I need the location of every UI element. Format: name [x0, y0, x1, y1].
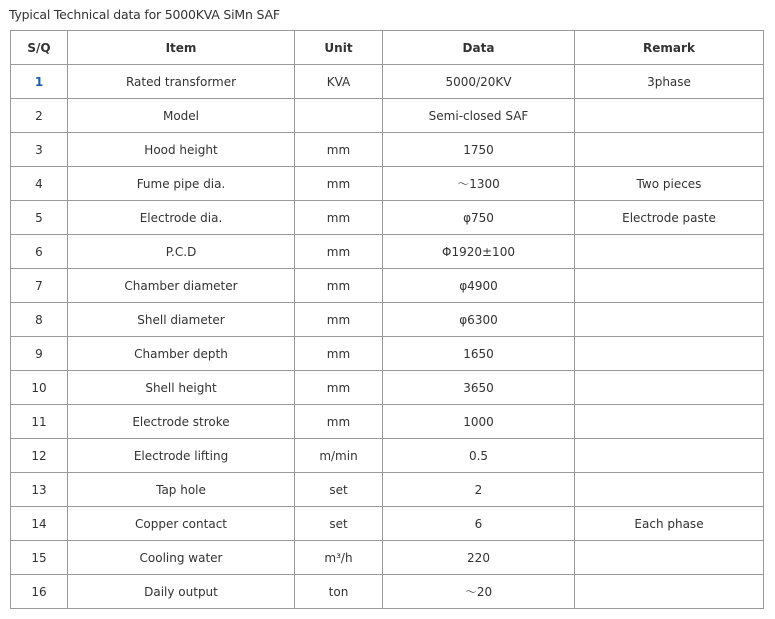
cell-remark: Each phase [575, 507, 764, 541]
cell-item: Tap hole [68, 473, 295, 507]
cell-unit: mm [295, 201, 383, 235]
cell-sq: 13 [11, 473, 68, 507]
cell-remark [575, 337, 764, 371]
cell-unit: mm [295, 337, 383, 371]
cell-data: 1750 [383, 133, 575, 167]
table-row [11, 201, 764, 235]
cell-data: Φ1920±100 [383, 235, 575, 269]
cell-remark [575, 405, 764, 439]
cell-item: Electrode stroke [68, 405, 295, 439]
cell-sq: 12 [11, 439, 68, 473]
cell-remark [575, 99, 764, 133]
cell-unit: set [295, 507, 383, 541]
cell-unit: mm [295, 235, 383, 269]
header-sq: S/Q [11, 31, 68, 65]
cell-sq: 9 [11, 337, 68, 371]
cell-item: Chamber depth [68, 337, 295, 371]
table-row [11, 371, 764, 405]
cell-remark [575, 269, 764, 303]
cell-sq: 11 [11, 405, 68, 439]
cell-unit: m³/h [295, 541, 383, 575]
table-header-row [11, 31, 764, 65]
cell-remark [575, 575, 764, 609]
cell-sq: 7 [11, 269, 68, 303]
cell-unit: mm [295, 303, 383, 337]
cell-data: 1650 [383, 337, 575, 371]
cell-remark: Two pieces [575, 167, 764, 201]
table-row [11, 235, 764, 269]
cell-sq: 16 [11, 575, 68, 609]
cell-item: Cooling water [68, 541, 295, 575]
cell-sq: 1 [11, 65, 68, 99]
cell-sq: 5 [11, 201, 68, 235]
cell-unit: mm [295, 167, 383, 201]
cell-data: Semi-closed SAF [383, 99, 575, 133]
cell-sq: 15 [11, 541, 68, 575]
table-row [11, 303, 764, 337]
cell-unit: mm [295, 269, 383, 303]
header-data: Data [383, 31, 575, 65]
table-row [11, 439, 764, 473]
table-row [11, 405, 764, 439]
cell-data: φ4900 [383, 269, 575, 303]
cell-data: ～1300 [383, 167, 575, 201]
cell-sq: 2 [11, 99, 68, 133]
cell-remark [575, 371, 764, 405]
header-unit: Unit [295, 31, 383, 65]
cell-unit [295, 99, 383, 133]
cell-item: Hood height [68, 133, 295, 167]
cell-remark: 3phase [575, 65, 764, 99]
cell-sq: 6 [11, 235, 68, 269]
cell-unit: ton [295, 575, 383, 609]
cell-remark [575, 235, 764, 269]
table-row [11, 337, 764, 371]
table-row [11, 65, 764, 99]
cell-data: φ750 [383, 201, 575, 235]
cell-data: 6 [383, 507, 575, 541]
cell-unit: mm [295, 405, 383, 439]
cell-remark: Electrode paste [575, 201, 764, 235]
cell-remark [575, 303, 764, 337]
header-item: Item [68, 31, 295, 65]
cell-item: Model [68, 99, 295, 133]
cell-remark [575, 133, 764, 167]
table-row [11, 507, 764, 541]
table-row [11, 541, 764, 575]
header-remark: Remark [575, 31, 764, 65]
cell-data: 2 [383, 473, 575, 507]
table-row [11, 269, 764, 303]
cell-item: Copper contact [68, 507, 295, 541]
cell-sq: 4 [11, 167, 68, 201]
cell-unit: set [295, 473, 383, 507]
cell-item: Shell height [68, 371, 295, 405]
cell-item: P.C.D [68, 235, 295, 269]
cell-sq: 10 [11, 371, 68, 405]
cell-item: Chamber diameter [68, 269, 295, 303]
page-title: Typical Technical data for 5000KVA SiMn SAF [9, 7, 280, 22]
cell-data: 3650 [383, 371, 575, 405]
cell-unit: mm [295, 371, 383, 405]
cell-unit: m/min [295, 439, 383, 473]
cell-remark [575, 541, 764, 575]
cell-remark [575, 473, 764, 507]
cell-item: Rated transformer [68, 65, 295, 99]
cell-sq: 3 [11, 133, 68, 167]
table-row [11, 133, 764, 167]
table-row [11, 473, 764, 507]
cell-data: 1000 [383, 405, 575, 439]
cell-data: 5000/20KV [383, 65, 575, 99]
cell-sq: 14 [11, 507, 68, 541]
cell-data: 220 [383, 541, 575, 575]
cell-item: Electrode lifting [68, 439, 295, 473]
cell-item: Fume pipe dia. [68, 167, 295, 201]
cell-remark [575, 439, 764, 473]
table-row [11, 575, 764, 609]
cell-data: 0.5 [383, 439, 575, 473]
cell-unit: KVA [295, 65, 383, 99]
cell-sq: 8 [11, 303, 68, 337]
cell-unit: mm [295, 133, 383, 167]
cell-data: φ6300 [383, 303, 575, 337]
table-row [11, 167, 764, 201]
technical-data-table [10, 30, 764, 609]
cell-data: ～20 [383, 575, 575, 609]
table-row [11, 99, 764, 133]
cell-item: Shell diameter [68, 303, 295, 337]
cell-item: Daily output [68, 575, 295, 609]
cell-item: Electrode dia. [68, 201, 295, 235]
